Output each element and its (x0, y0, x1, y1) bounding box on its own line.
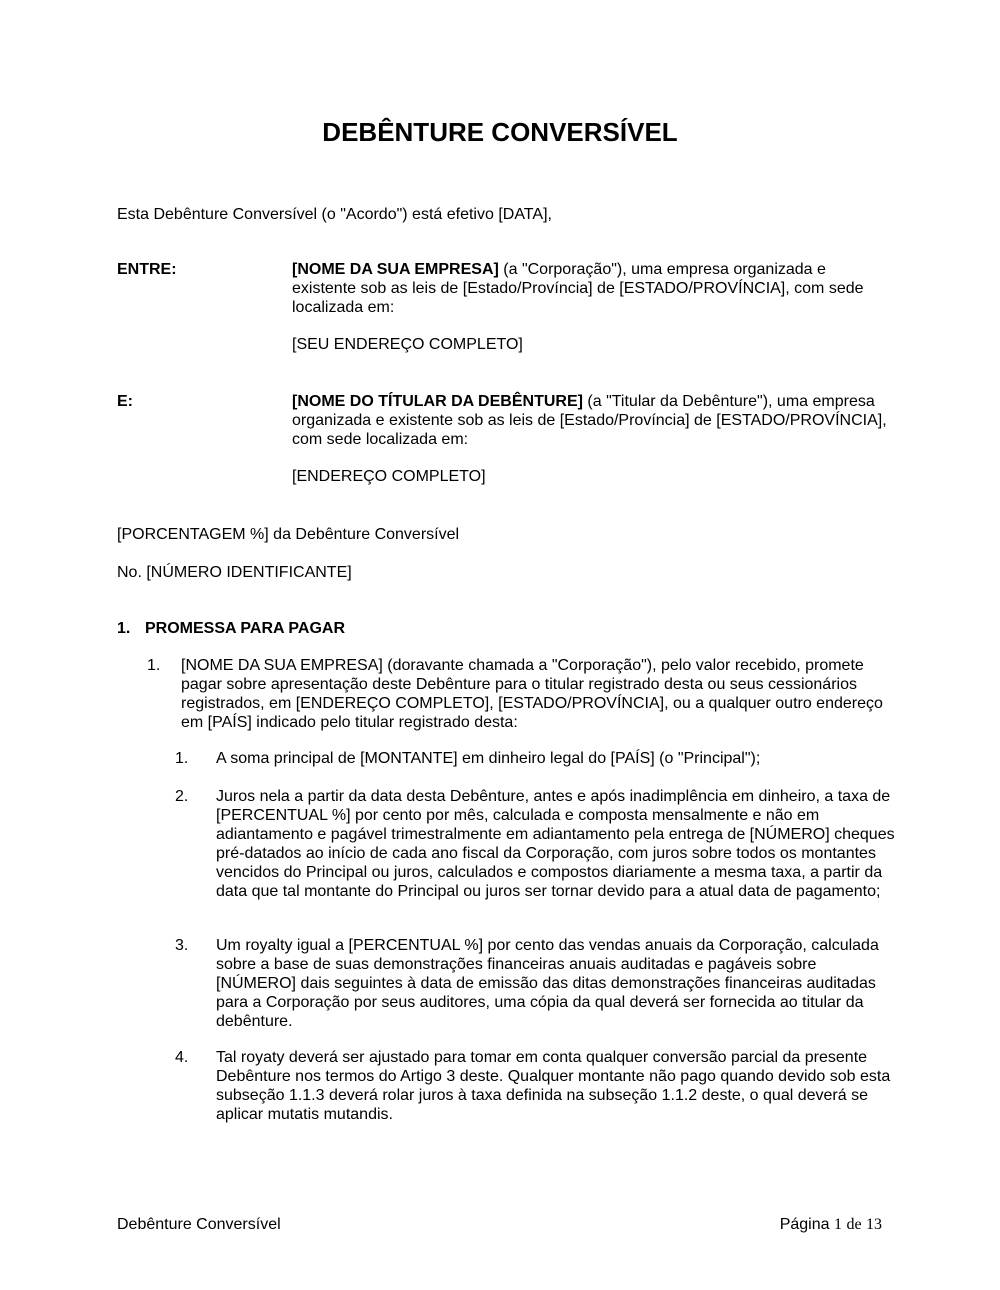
party-description (292, 392, 892, 449)
party-address: [SEU ENDEREÇO COMPLETO] (292, 336, 523, 353)
subclause-text: Tal royaty deverá ser ajustado para tomar em conta qualquer conversão parcial da presente Debênture nos termos do Artigo 3 deste. Qualquer montante não pago quando devido sob esta subseção 1.1.3 deverá rolar juros à taxa definida na subseção 1.1.2 deste, o qual deverá se aplicar mutatis mutandis. (216, 1049, 891, 1123)
subclause-number: 3. (175, 937, 189, 954)
number-line: No. [NÚMERO IDENTIFICANTE] (117, 564, 352, 581)
subclause-text: A soma principal de [MONTANTE] em dinheiro legal do [PAÍS] (o "Principal"); (216, 750, 761, 767)
party-name: [NOME DA SUA EMPRESA] (292, 261, 499, 278)
footer-of-label: de (846, 1216, 862, 1233)
clause-1-1 (147, 656, 887, 732)
footer-page-label: Página (779, 1216, 830, 1233)
party-description (292, 260, 892, 317)
party-name: [NOME DO TÍTULAR DA DEBÊNTURE] (292, 393, 583, 410)
subclause-4 (175, 1048, 895, 1124)
section-heading (117, 619, 345, 638)
subclause-3 (175, 936, 895, 1031)
party-label-and: E: (117, 393, 133, 410)
footer-page-indicator (780, 1215, 882, 1234)
party-description-text: (a "Titular da Debênture"), uma empresa organizada e existente sob as leis de [Estado/Província] de [ESTADO/PROVÍNCIA], com sede localizada em: (292, 393, 887, 448)
section-title: PROMESSA PARA PAGAR (145, 620, 346, 637)
party-block-holder (292, 392, 892, 486)
subclause-1 (175, 749, 895, 768)
party-description-text: (a "Corporação"), uma empresa organizada e existente sob as leis de [Estado/Província] de [ESTADO/PROVÍNCIA], com sede localizada em: (292, 261, 864, 316)
footer-document-name: Debênture Conversível (117, 1216, 281, 1233)
subclause-number: 2. (175, 788, 189, 805)
party-label-between: ENTRE: (117, 261, 177, 278)
section-number: 1. (117, 620, 131, 637)
intro-paragraph: Esta Debênture Conversível (o "Acordo") está efetivo [DATA], (117, 206, 552, 223)
subclause-text: Um royalty igual a [PERCENTUAL %] por cento das vendas anuais da Corporação, calculada sobre a base de suas demonstrações financeiras anuais auditadas e pagáveis sobre [NÚMERO] dais seguintes à data de emissão das ditas demonstrações financeiras auditadas para a Corporação por seus auditores, uma cópia da qual deverá ser fornecida ao titular da debênture. (216, 937, 879, 1030)
subclause-number: 4. (175, 1049, 189, 1066)
document-title: DEBÊNTURE CONVERSÍVEL (322, 117, 678, 147)
party-block-company (292, 260, 892, 354)
clause-number: 1. (147, 657, 161, 674)
party-address: [ENDEREÇO COMPLETO] (292, 468, 486, 485)
footer-total-pages: 13 (866, 1216, 882, 1233)
subclause-number: 1. (175, 750, 189, 767)
clause-text: [NOME DA SUA EMPRESA] (doravante chamada a "Corporação"), pelo valor recebido, promete pagar sobre apresentação deste Debênture para o titular registrado desta ou seus cessionários registrados, em [ENDEREÇO COMPLETO], [ESTADO/PROVÍNCIA], ou a qualquer outro endereço em [PAÍS] indicado pelo titular registrado desta: (181, 657, 883, 731)
subclause-text: Juros nela a partir da data desta Debênture, antes e após inadimplência em dinheiro, a taxa de [PERCENTUAL %] por cento por mês, calculada e composta mensalmente e não em adiantamento e pagável trimestralmente em adiantamento pela entrega de [NÚMERO] cheques pré-datados ao início de cada ano fiscal da Corporação, com juros sobre todos os montantes vencidos do Principal ou juros, calculados e compostos diariamente a mesma taxa, a partir da data que tal montante do Principal ou juros ser tornar devido para a atual data de pagamento; (216, 788, 895, 900)
percentage-line: [PORCENTAGEM %] da Debênture Conversível (117, 526, 460, 543)
subclause-2 (175, 787, 895, 901)
footer-page-number: 1 (833, 1216, 842, 1233)
